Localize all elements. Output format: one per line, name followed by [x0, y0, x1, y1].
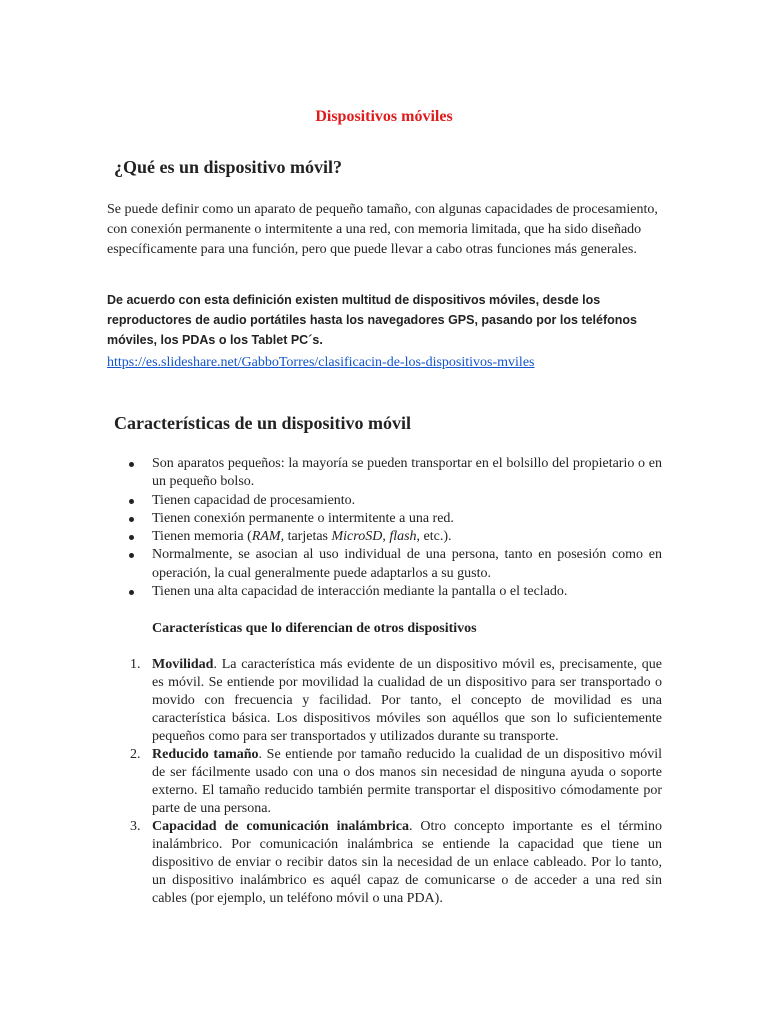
numbered-item: 3. Capacidad de comunicación inalámbrica. Otro concepto importante es el término inalámbrico. Por comunicación inalámbrica se entiende la capacidad que tiene un dispositivo de enviar o recibir datos sin la necesidad de un enlace cableado. Por lo tanto, un dispositivo inalámbrico es aquél capaz de comunicarse o de acceder a una red sin cables (por ejemplo, un teléfono móvil o una PDA). — [130, 819, 662, 906]
bullet-icon — [129, 517, 134, 522]
list-item: Normalmente, se asocian al uso individual de una persona, tanto en posesión como en operación, la cual generalmente puede adaptarlos a su gusto. — [152, 546, 662, 583]
source-link[interactable]: https://es.slideshare.net/GabboTorres/clasificacin-de-los-dispositivos-mviles — [107, 355, 535, 370]
section-heading-que-es: ¿Qué es un dispositivo móvil? — [114, 157, 343, 177]
list-item: Son aparatos pequeños: la mayoría se pueden transportar en el bolsillo del propietario o en un pequeño bolso. — [152, 455, 662, 492]
bullet-icon — [129, 462, 134, 467]
bullet-icon — [129, 499, 134, 504]
definition-paragraph: Se puede definir como un aparato de pequeño tamaño, con algunas capacidades de procesamiento, con conexión permanente o intermitente a una red, con memoria limitada, que ha sido diseñado específicamente para una función, pero que puede llevar a cabo otras funciones más generales. — [107, 202, 658, 257]
list-item: Tienen capacidad de procesamiento. — [152, 492, 662, 510]
numbered-item: 2. Reducido tamaño. Se entiende por tamaño reducido la cualidad de un dispositivo móvil de ser fácilmente usado con una o dos manos sin necesidad de ninguna ayuda o soporte externo. El tamaño reducido también permite transportar el dispositivo cómodamente por parte de una persona. — [130, 747, 662, 816]
list-item: Tienen memoria (RAM, tarjetas MicroSD, flash, etc.). — [152, 528, 662, 546]
examples-paragraph: De acuerdo con esta definición existen multitud de dispositivos móviles, desde los reproductores de audio portátiles hasta los navegadores GPS, pasando por los teléfonos móviles, los PDAs o los Tablet PC´s. — [107, 293, 637, 347]
bullet-icon — [129, 535, 134, 540]
subheading-diferencias: Características que lo diferencian de otros dispositivos — [152, 621, 477, 636]
numbered-item: 1. Movilidad. La característica más evidente de un dispositivo móvil es, precisamente, que es móvil. Se entiende por movilidad la cualidad de un dispositivo para ser transportado o movido con frecuencia y facilidad. Por tanto, el concepto de movilidad es una característica básica. Los dispositivos móviles son aquéllos que son lo suficientemente pequeños como para ser transportados y utilizados durante su transporte. — [130, 657, 662, 744]
list-item: Tienen conexión permanente o intermitente a una red. — [152, 510, 662, 528]
differences-list — [130, 656, 662, 908]
list-item: Tienen una alta capacidad de interacción mediante la pantalla o el teclado. — [152, 583, 662, 601]
bullet-icon — [129, 553, 134, 558]
document-title: Dispositivos móviles — [315, 108, 453, 125]
bullet-icon — [129, 590, 134, 595]
characteristics-list — [152, 455, 662, 601]
section-heading-caracteristicas: Características de un dispositivo móvil — [114, 413, 411, 433]
